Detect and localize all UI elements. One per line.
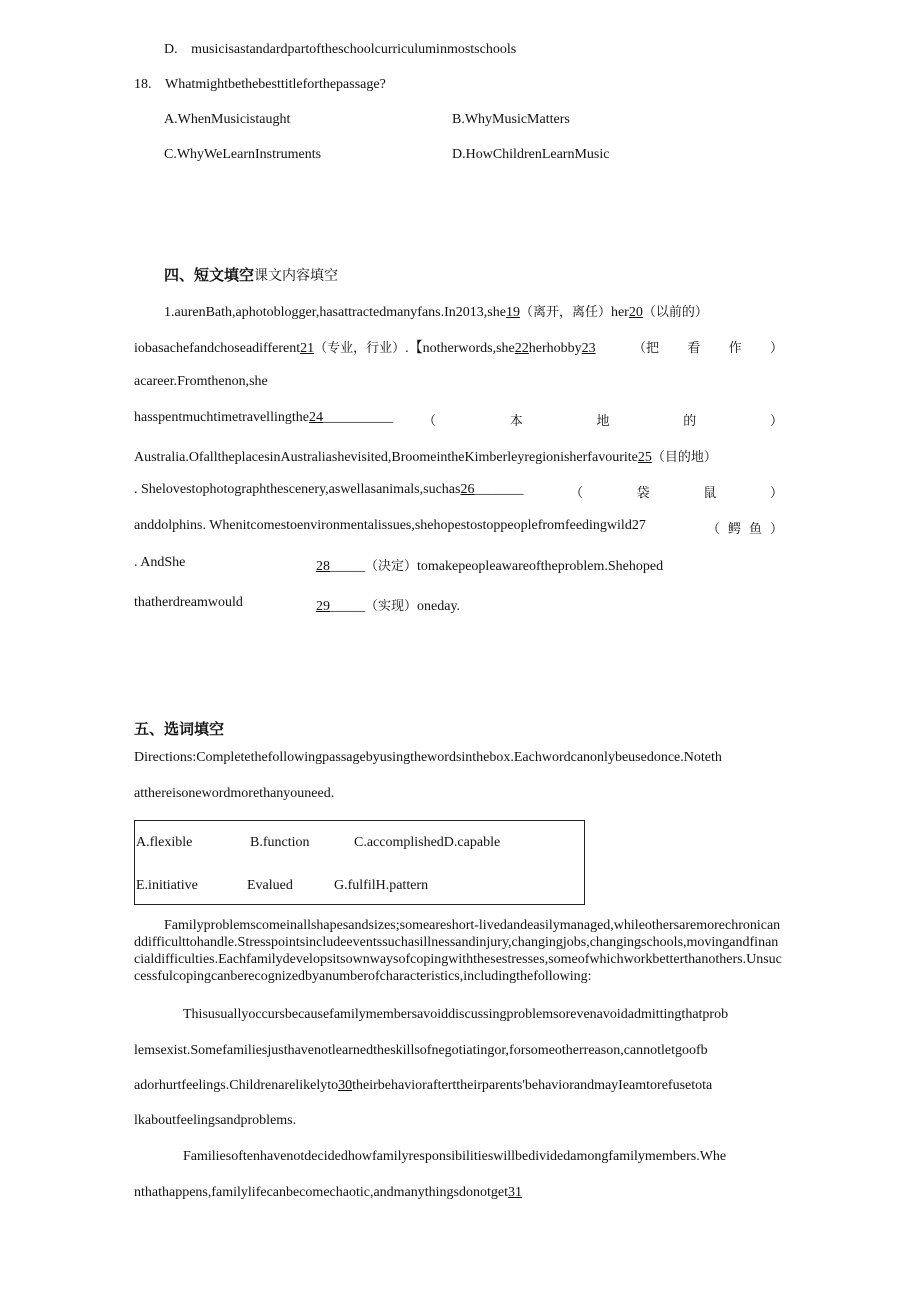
s4-line-3: acareer.Fromthenon,she [134,374,268,389]
hint-24-close: ） [769,414,783,429]
s4-line1-text: 1.aurenBath,aphotoblogger,hasattractedmanyfans.In2013,she [164,305,506,320]
passage-paragraph-1: Familyproblemscomeinallshapesandsizes;someareshort-livedandeasilymanaged,whileothersaremorechronicanddifficulttohandle.Stresspointsincludeeventssuchasillnessandinjury,changingjobs,changingschools,movingandfinancialdifficulties.Eachfamilydevelopsitsownwaysofcopingwiththesestresses,someofwhichworkbetterthanothers.Unsuccessfulcopingcanberecognizedbyanumberofcharacteristics,includingthefollowing: [134,918,782,984]
s4-line-9-start: thatherdreamwould [134,595,243,610]
word-e: E.initiative [136,878,198,893]
p2-line3-rest: theirbehaviorafterttheirparents'behaviorandmayIeamtorefusetota [352,1078,713,1093]
hint-27-close: ） [769,522,783,537]
q17-option-d-text: musicisastandardpartoftheschoolcurriculuminmostschools [191,42,517,57]
s4-line2-words: .【notherwords,she [405,341,515,356]
s4-line-8-start: . AndShe [134,555,186,570]
word-c-d: C.accomplishedD.capable [354,835,501,850]
p2-line-1: Thisusuallyoccursbecausefamilymembersavoiddiscussingproblemsorevenavoidadmittingthatprob [183,1007,729,1022]
s4-line-6 [134,482,523,498]
s4-line-8 [316,555,663,575]
blank-21: 21 [300,341,315,356]
hint-26-open: （ [570,486,584,501]
s4-line-4 [134,410,393,426]
hint-21: （专业，行业） [314,341,406,356]
section4-heading [164,264,338,285]
section4-subtitle: 课文内容填空 [254,268,339,284]
hint-24 [423,410,783,429]
word-f: Evalued [247,878,293,893]
directions-line-1: Directions:Completethefollowingpassagebyusingthewordsinthebox.Eachwordcanonlybeusedonce.Noteth [134,750,722,765]
s4-line9-text: oneday. [417,599,461,614]
word-b: B.function [250,835,310,850]
blank-23: 23 [581,341,596,356]
hint-25: （目的地） [651,450,717,465]
blank-19: 19 [505,305,520,320]
q18-question [134,77,386,93]
s4-line7-text: anddolphins. Whenitcomestoenvironmentalissues,shehopestostoppeoplefromfeedingwild27 [134,518,646,533]
s4-line4-text: hasspentmuchtimetravellingthe [134,410,309,425]
s4-line1-her: her [610,305,629,320]
q17-option-d-label: D. [164,42,178,57]
blank-30: 30 [338,1078,353,1093]
hint-27-open: （ [707,522,721,537]
s4-line6-text: . Shelovestophotographthescenery,aswellasanimals,suchas [134,482,461,497]
s4-line-1 [164,301,708,321]
directions-line-2: atthereisonewordmorethanyouneed. [134,786,335,801]
hint-27-char1: 鳄 [727,522,741,537]
hint-20: （以前的） [642,305,708,320]
hint-24-char2: 地 [596,414,610,429]
q18-text: Whatmightbethebesttitleforthepassage? [165,77,386,92]
hint-27-char2: 鱼 [748,522,762,537]
p2-line3-text: adorhurtfeelings.Childrenarelikelyto [134,1078,339,1093]
blank-31: 31 [508,1185,522,1200]
hint-19: （离开，离任） [519,305,611,320]
blank-25: 25 [637,450,652,465]
s4-line-9 [316,595,460,615]
hint-28: （决定） [365,559,418,574]
blank-24-num: 24 [308,410,323,425]
s4-line8-text: tomakepeopleawareoftheproblem.Shehoped [417,559,664,574]
hint-29: （实现） [365,599,418,614]
blank-26-num: 26 [460,482,475,497]
s4-line2-hobby: herhobby [528,341,582,356]
s4-line-7 [134,518,646,534]
hint-23-open: （把 [633,341,660,356]
q18-option-b: B.WhyMusicMatters [452,112,570,127]
p2-line-3 [134,1078,712,1094]
p2-line-4: lkaboutfeelingsandproblems. [134,1113,297,1128]
hint-24-open: （ [423,414,437,429]
blank-28-num: 28 [316,559,330,574]
blank-28-line: _____ [330,559,365,574]
hint-26-char1: 袋 [636,486,650,501]
s4-line5-text: Australia.OfalltheplacesinAustraliashevisited,BroomeintheKimberleyregionisherfavourite [134,450,638,465]
hint-27 [707,518,783,537]
word-g-h: G.fulfilH.pattern [334,878,429,893]
p3-line-1: Familiesoftenhavenotdecidedhowfamilyresponsibilitieswillbedividedamongfamilymembers.Whe [183,1149,727,1164]
s4-line2-text: iobasachefandchoseadifferent [134,341,301,356]
blank-22: 22 [514,341,529,356]
word-a: A.flexible [136,835,193,850]
s4-line-5 [134,446,717,466]
blank-29-line: _____ [330,599,365,614]
section5-heading: 五、选词填空 [134,720,225,738]
q18-option-c: C.WhyWeLearnInstruments [164,147,322,162]
q17-option-d [164,42,516,58]
hint-26-close: ） [769,486,783,501]
hint-23 [633,337,783,356]
blank-20: 20 [628,305,643,320]
p3-line-2 [134,1185,522,1201]
p2-line-2: lemsexist.Somefamiliesjusthavenotlearnedtheskillsofnegotiatingor,forsomeotherreason,cannotletgoofb [134,1043,708,1058]
section4-title: 四、短文填空 [164,266,255,284]
blank-29-num: 29 [316,599,330,614]
hint-24-char3: 的 [683,414,697,429]
hint-23-char2: 作 [728,341,742,356]
p3-line2-text: nthathappens,familylifecanbecomechaotic,andmanythingsdonotget [134,1185,508,1200]
hint-24-char1: 本 [509,414,523,429]
hint-26 [570,482,783,501]
hint-23-close: ） [769,341,783,356]
blank-26-line: _______ [474,482,524,497]
q18-number: 18. [134,77,152,92]
hint-26-char2: 鼠 [703,486,717,501]
q18-option-d: D.HowChildrenLearnMusic [452,147,610,162]
blank-24-line: __________ [322,410,393,425]
q18-option-a: A.WhenMusicistaught [164,112,291,127]
hint-23-char1: 看 [687,341,701,356]
